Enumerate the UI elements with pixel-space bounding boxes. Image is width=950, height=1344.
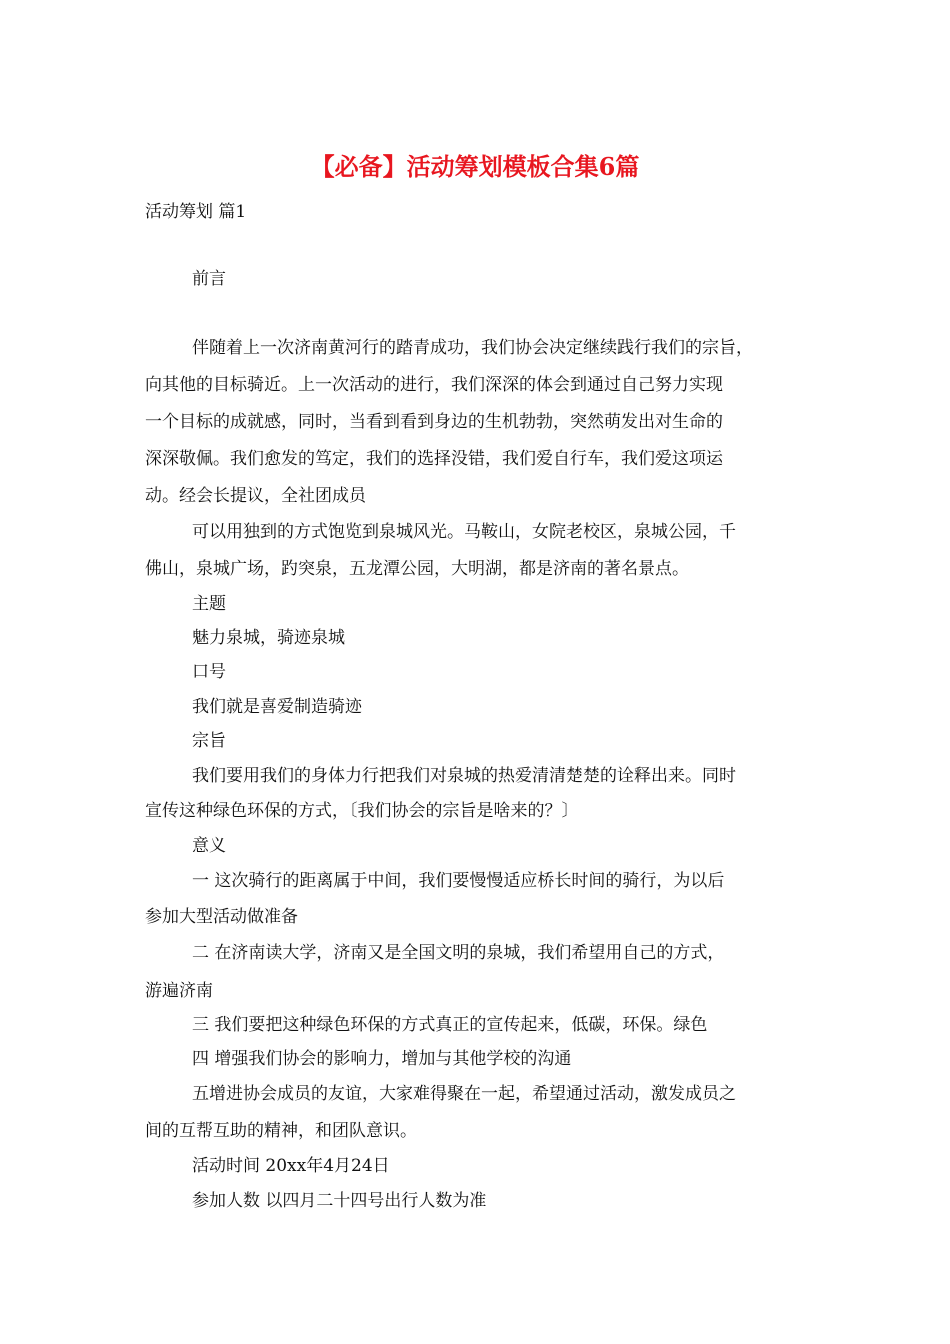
paragraph-line: 我们要用我们的身体力行把我们对泉城的热爱清清楚楚的诠释出来。同时	[192, 766, 736, 786]
paragraph-line: 二 在济南读大学，济南又是全国文明的泉城，我们希望用自己的方式，	[192, 943, 725, 963]
paragraph-line: 主题	[192, 594, 226, 614]
paragraph-line: 四 增强我们协会的影响力，增加与其他学校的沟通	[192, 1049, 572, 1069]
paragraph-line: 活动时间 20xx年4月24日	[192, 1156, 390, 1176]
document-title: 【必备】活动筹划模板合集6篇	[310, 152, 640, 181]
paragraph-line: 意义	[192, 836, 226, 856]
paragraph-line: 深深敬佩。我们愈发的笃定，我们的选择没错，我们爱自行车，我们爱这项运	[145, 449, 723, 469]
paragraph-line: 动。经会长提议，全社团成员	[145, 486, 366, 506]
paragraph-line: 前言	[192, 269, 226, 289]
paragraph-line: 可以用独到的方式饱览到泉城风光。马鞍山，女院老校区，泉城公园，千	[192, 522, 736, 542]
paragraph-line: 一个目标的成就感，同时，当看到看到身边的生机勃勃，突然萌发出对生命的	[145, 412, 723, 432]
paragraph-line: 参加大型活动做准备	[145, 907, 298, 927]
paragraph-line: 口号	[192, 662, 226, 682]
paragraph-line: 佛山，泉城广场，趵突泉，五龙潭公园，大明湖，都是济南的著名景点。	[145, 559, 689, 579]
paragraph-line: 间的互帮互助的精神，和团队意识。	[145, 1121, 417, 1141]
paragraph-line: 宣传这种绿色环保的方式，〔我们协会的宗旨是啥来的？〕	[145, 801, 579, 821]
paragraph-line: 参加人数 以四月二十四号出行人数为准	[192, 1191, 487, 1211]
paragraph-line: 伴随着上一次济南黄河行的踏青成功，我们协会决定继续践行我们的宗旨，	[192, 338, 753, 358]
section-heading: 活动筹划 篇1	[145, 202, 247, 222]
paragraph-line: 向其他的目标骑近。上一次活动的进行，我们深深的体会到通过自己努力实现	[145, 375, 723, 395]
paragraph-line: 三 我们要把这种绿色环保的方式真正的宣传起来，低碳，环保。绿色	[192, 1015, 708, 1035]
paragraph-line: 五增进协会成员的友谊，大家难得聚在一起，希望通过活动，激发成员之	[192, 1084, 736, 1104]
paragraph-line: 宗旨	[192, 731, 226, 751]
paragraph-line: 我们就是喜爱制造骑迹	[192, 697, 362, 717]
paragraph-line: 一 这次骑行的距离属于中间，我们要慢慢适应桥长时间的骑行，为以后	[192, 871, 725, 891]
paragraph-line: 魅力泉城，骑迹泉城	[192, 628, 345, 648]
paragraph-line: 游遍济南	[145, 981, 213, 1001]
